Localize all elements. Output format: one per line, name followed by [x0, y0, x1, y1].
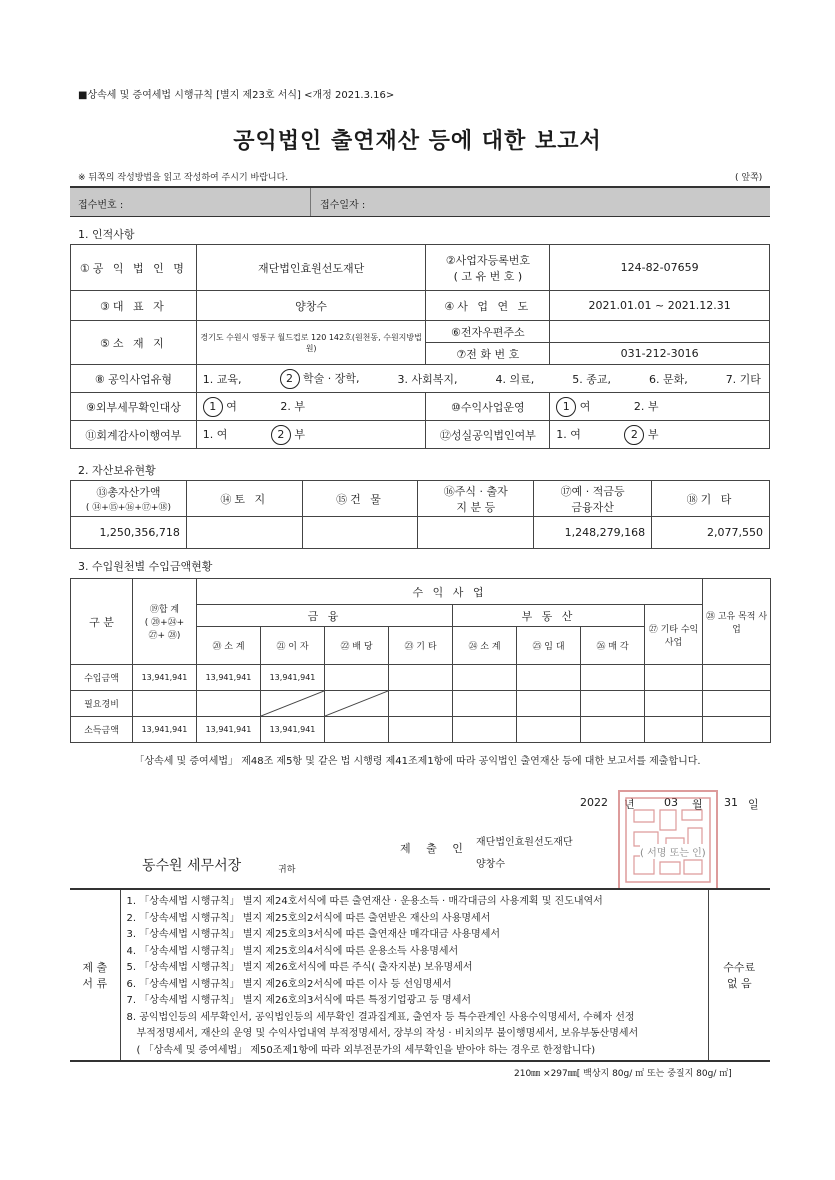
total-cell: 13,941,941 [133, 665, 197, 691]
revenue-biz-value: 1 여 2. 부 [550, 393, 770, 421]
honest-label: ⑫성실공익법인여부 [426, 421, 550, 449]
deposit-value: 1,248,279,168 [534, 517, 652, 549]
interest-header: ㉑ 이 자 [261, 627, 325, 665]
selected-circle: 1 [203, 397, 223, 417]
rep-label: ③대 표 자 [71, 291, 197, 321]
biz-type-label: ⑧ 공익사업유형 [71, 365, 197, 393]
finance-subtotal-cell [197, 691, 261, 717]
external-check-label: ⑨외부세무확인대상 [71, 393, 197, 421]
fiscal-year-label: ④사 업 연 도 [426, 291, 550, 321]
declaration-text: 「상속세 및 증여세법」 제48조 제5항 및 같은 법 시행령 제41조제1항에 따라 공익법인 출연재산 등에 대한 보고서를 제출합니다. [134, 756, 701, 767]
row-label: 수입금액 [71, 665, 133, 691]
realty-subtotal-header: ㉔ 소 계 [453, 627, 517, 665]
receipt-divider [310, 188, 311, 216]
attachments-table [70, 888, 770, 1062]
assets-table [70, 480, 770, 549]
submitter-label: 제 출 인 [400, 842, 469, 855]
list-item: 3. 「상속세법 시행규칙」 별지 제25호의3서식에 따른 출연재산 매각대금 사용명세서 [126, 929, 501, 940]
attachments-list [120, 889, 708, 1061]
land-header: ⑭토 지 [186, 481, 302, 517]
fee-cell: 수수료 없 음 [708, 889, 770, 1061]
stock-header: ⑯주식 · 출자 지 분 등 [418, 481, 534, 517]
income-table [70, 578, 771, 743]
date-day: 31 [724, 796, 738, 809]
date-day-unit: 일 [748, 798, 759, 811]
table-row [71, 691, 771, 717]
deposit-header: ⑰예 · 적금등 금융자산 [534, 481, 652, 517]
other-assets-value: 2,077,550 [652, 517, 770, 549]
section-income-title: 3. 수입원천별 수입금액현황 [78, 560, 213, 573]
selected-circle: 1 [556, 397, 576, 417]
personal-info-table [70, 244, 770, 449]
selected-circle: 2 [271, 425, 291, 445]
phone-label: ⑦전 화 번 호 [426, 343, 550, 365]
addressee-suffix: 귀하 [278, 865, 296, 875]
form-reference: ■상속세 및 증여세법 시행규칙 [별지 제23호 서식] <개정 2021.3.16> [78, 90, 395, 101]
total-assets-header: ⑬총자산가액 ( ⑭+⑮+⑯+⑰+⑱) [71, 481, 187, 517]
date-year: 2022 [580, 796, 608, 809]
other-revenue-header: ㉗ 기타 수익 사업 [645, 605, 703, 665]
purpose-biz-header: ㉘ 고유 목적 사업 [703, 579, 771, 665]
row-label: 소득금액 [71, 717, 133, 743]
finance-subtotal-cell: 13,941,941 [197, 665, 261, 691]
submitter-org: 재단법인효원선도재단 [476, 837, 573, 848]
other-assets-header: ⑱기 타 [652, 481, 770, 517]
finance-header: 금 융 [197, 605, 453, 627]
date-month: 03 [664, 796, 678, 809]
section-personal-title: 1. 인적사항 [78, 228, 135, 241]
biz-number-label: ②사업자등록번호 ( 고 유 번 호 ) [426, 245, 550, 291]
land-value [186, 517, 302, 549]
slashed-cell [261, 691, 325, 717]
interest-cell: 13,941,941 [261, 665, 325, 691]
paper-spec: 210㎜ ×297㎜[ 백상지 80g/ ㎡ 또는 중질지 80g/ ㎡] [514, 1069, 732, 1079]
selected-circle: 2 [280, 369, 300, 389]
dividend-header: ㉒ 배 당 [325, 627, 389, 665]
receipt-bar [70, 186, 770, 217]
slashed-cell [325, 691, 389, 717]
audit-value: 1. 여 2 부 [196, 421, 426, 449]
interest-cell: 13,941,941 [261, 717, 325, 743]
audit-label: ⑪회계감사이행여부 [71, 421, 197, 449]
list-item: 8. 공익법인등의 세무확인서, 공익법인등의 세무확인 결과집계표, 출연자 등 특수관계인 사용수익명세서, 수혜자 선정 [126, 1011, 635, 1023]
phone-value: 031-212-3016 [550, 343, 770, 365]
finance-subtotal-cell: 13,941,941 [197, 717, 261, 743]
biz-number-value: 124-82-07659 [550, 245, 770, 291]
instruction-note: ※ 뒤쪽의 작성방법을 읽고 작성하여 주시기 바랍니다. [78, 173, 289, 183]
total-cell [133, 691, 197, 717]
seal-stamp [618, 790, 718, 890]
email-value [550, 321, 770, 343]
total-assets-value: 1,250,356,718 [71, 517, 187, 549]
corp-name-label: ①공 익 법 인 명 [71, 245, 197, 291]
external-check-value: 1 여 2. 부 [196, 393, 426, 421]
table-row [71, 717, 771, 743]
list-item: 부적정명세서, 재산의 운영 및 수익사업내역 부적정명세서, 장부의 작성 · 비치의무 불이행명세서, 보유부동산명세서 [136, 1028, 639, 1039]
address-value: 경기도 수원시 영통구 월드컵로 120 142호(원천동, 수원지방법원) [196, 321, 426, 365]
page-side-label: ( 앞쪽) [735, 173, 763, 183]
sale-header: ㉖ 매 각 [581, 627, 645, 665]
email-label: ⑥전자우편주소 [426, 321, 550, 343]
list-item: ( 「상속세 및 증여세법」 제50조제1항에 따라 외부전문가의 세무확인을 받아야 하는 경우로 한정합니다) [136, 1044, 596, 1056]
page-title: 공익법인 출연재산 등에 대한 보고서 [233, 129, 602, 154]
list-item: 2. 「상속세법 시행규칙」 별지 제25호의2서식에 따른 출연받은 재산의 사용명세서 [126, 912, 491, 924]
selected-circle: 2 [624, 425, 644, 445]
realty-header: 부 동 산 [453, 605, 645, 627]
corp-name-value: 재단법인효원선도재단 [196, 245, 426, 291]
list-item: 7. 「상속세법 시행규칙」 별지 제26호의3서식에 따른 특정기업광고 등 명세서 [126, 995, 472, 1006]
finance-other-header: ㉓ 기 타 [389, 627, 453, 665]
receipt-date: 접수일자 : [320, 200, 366, 211]
list-item: 5. 「상속세법 시행규칙」 별지 제26호서식에 따른 주식( 출자지분) 보유명세서 [126, 962, 473, 973]
date-month-unit: 월 [692, 798, 703, 811]
total-income-header: ⑲합 계 ( ⑳+㉔+ ㉗+ ㉘) [133, 579, 197, 665]
stock-value [418, 517, 534, 549]
submitter-name: 양창수 [476, 859, 505, 870]
total-cell: 13,941,941 [133, 717, 197, 743]
revenue-biz-header: 수 익 사 업 [197, 579, 703, 605]
list-item: 6. 「상속세법 시행규칙」 별지 제26호의2서식에 따른 이사 등 선임명세서 [126, 978, 452, 990]
section-assets-title: 2. 자산보유현황 [78, 464, 156, 477]
list-item: 4. 「상속세법 시행규칙」 별지 제25호의4서식에 따른 운용소득 사용명세서 [126, 945, 459, 957]
biz-type-options: 1. 교육, 2 학술 · 장학, 3. 사회복지, 4. 의료, 5. 종교, 6. 문화, 7. 기타 [196, 365, 769, 393]
address-label: ⑤소 재 지 [71, 321, 197, 365]
receipt-number: 접수번호 : [78, 200, 124, 211]
rep-value: 양창수 [196, 291, 426, 321]
rent-header: ㉕ 임 대 [517, 627, 581, 665]
list-item: 1. 「상속세법 시행규칙」 별지 제24호서식에 따른 출연재산 · 운용소득 · 매각대금의 사용계획 및 진도내역서 [126, 896, 603, 907]
fiscal-year-value: 2021.01.01 ~ 2021.12.31 [550, 291, 770, 321]
date-year-unit: 년 [624, 798, 635, 811]
addressee-office: 동수원 세무서장 [142, 858, 242, 874]
row-label: 필요경비 [71, 691, 133, 717]
attachments-label: 제 출 서 류 [70, 889, 120, 1061]
honest-value: 1. 여 2 부 [550, 421, 770, 449]
gubun-header: 구 분 [71, 579, 133, 665]
finance-subtotal-header: ⑳ 소 계 [197, 627, 261, 665]
building-header: ⑮건 물 [302, 481, 418, 517]
table-row [71, 665, 771, 691]
sign-placeholder: ( 서명 또는 인) [640, 844, 706, 859]
revenue-biz-label: ⑩수익사업운영 [426, 393, 550, 421]
building-value [302, 517, 418, 549]
